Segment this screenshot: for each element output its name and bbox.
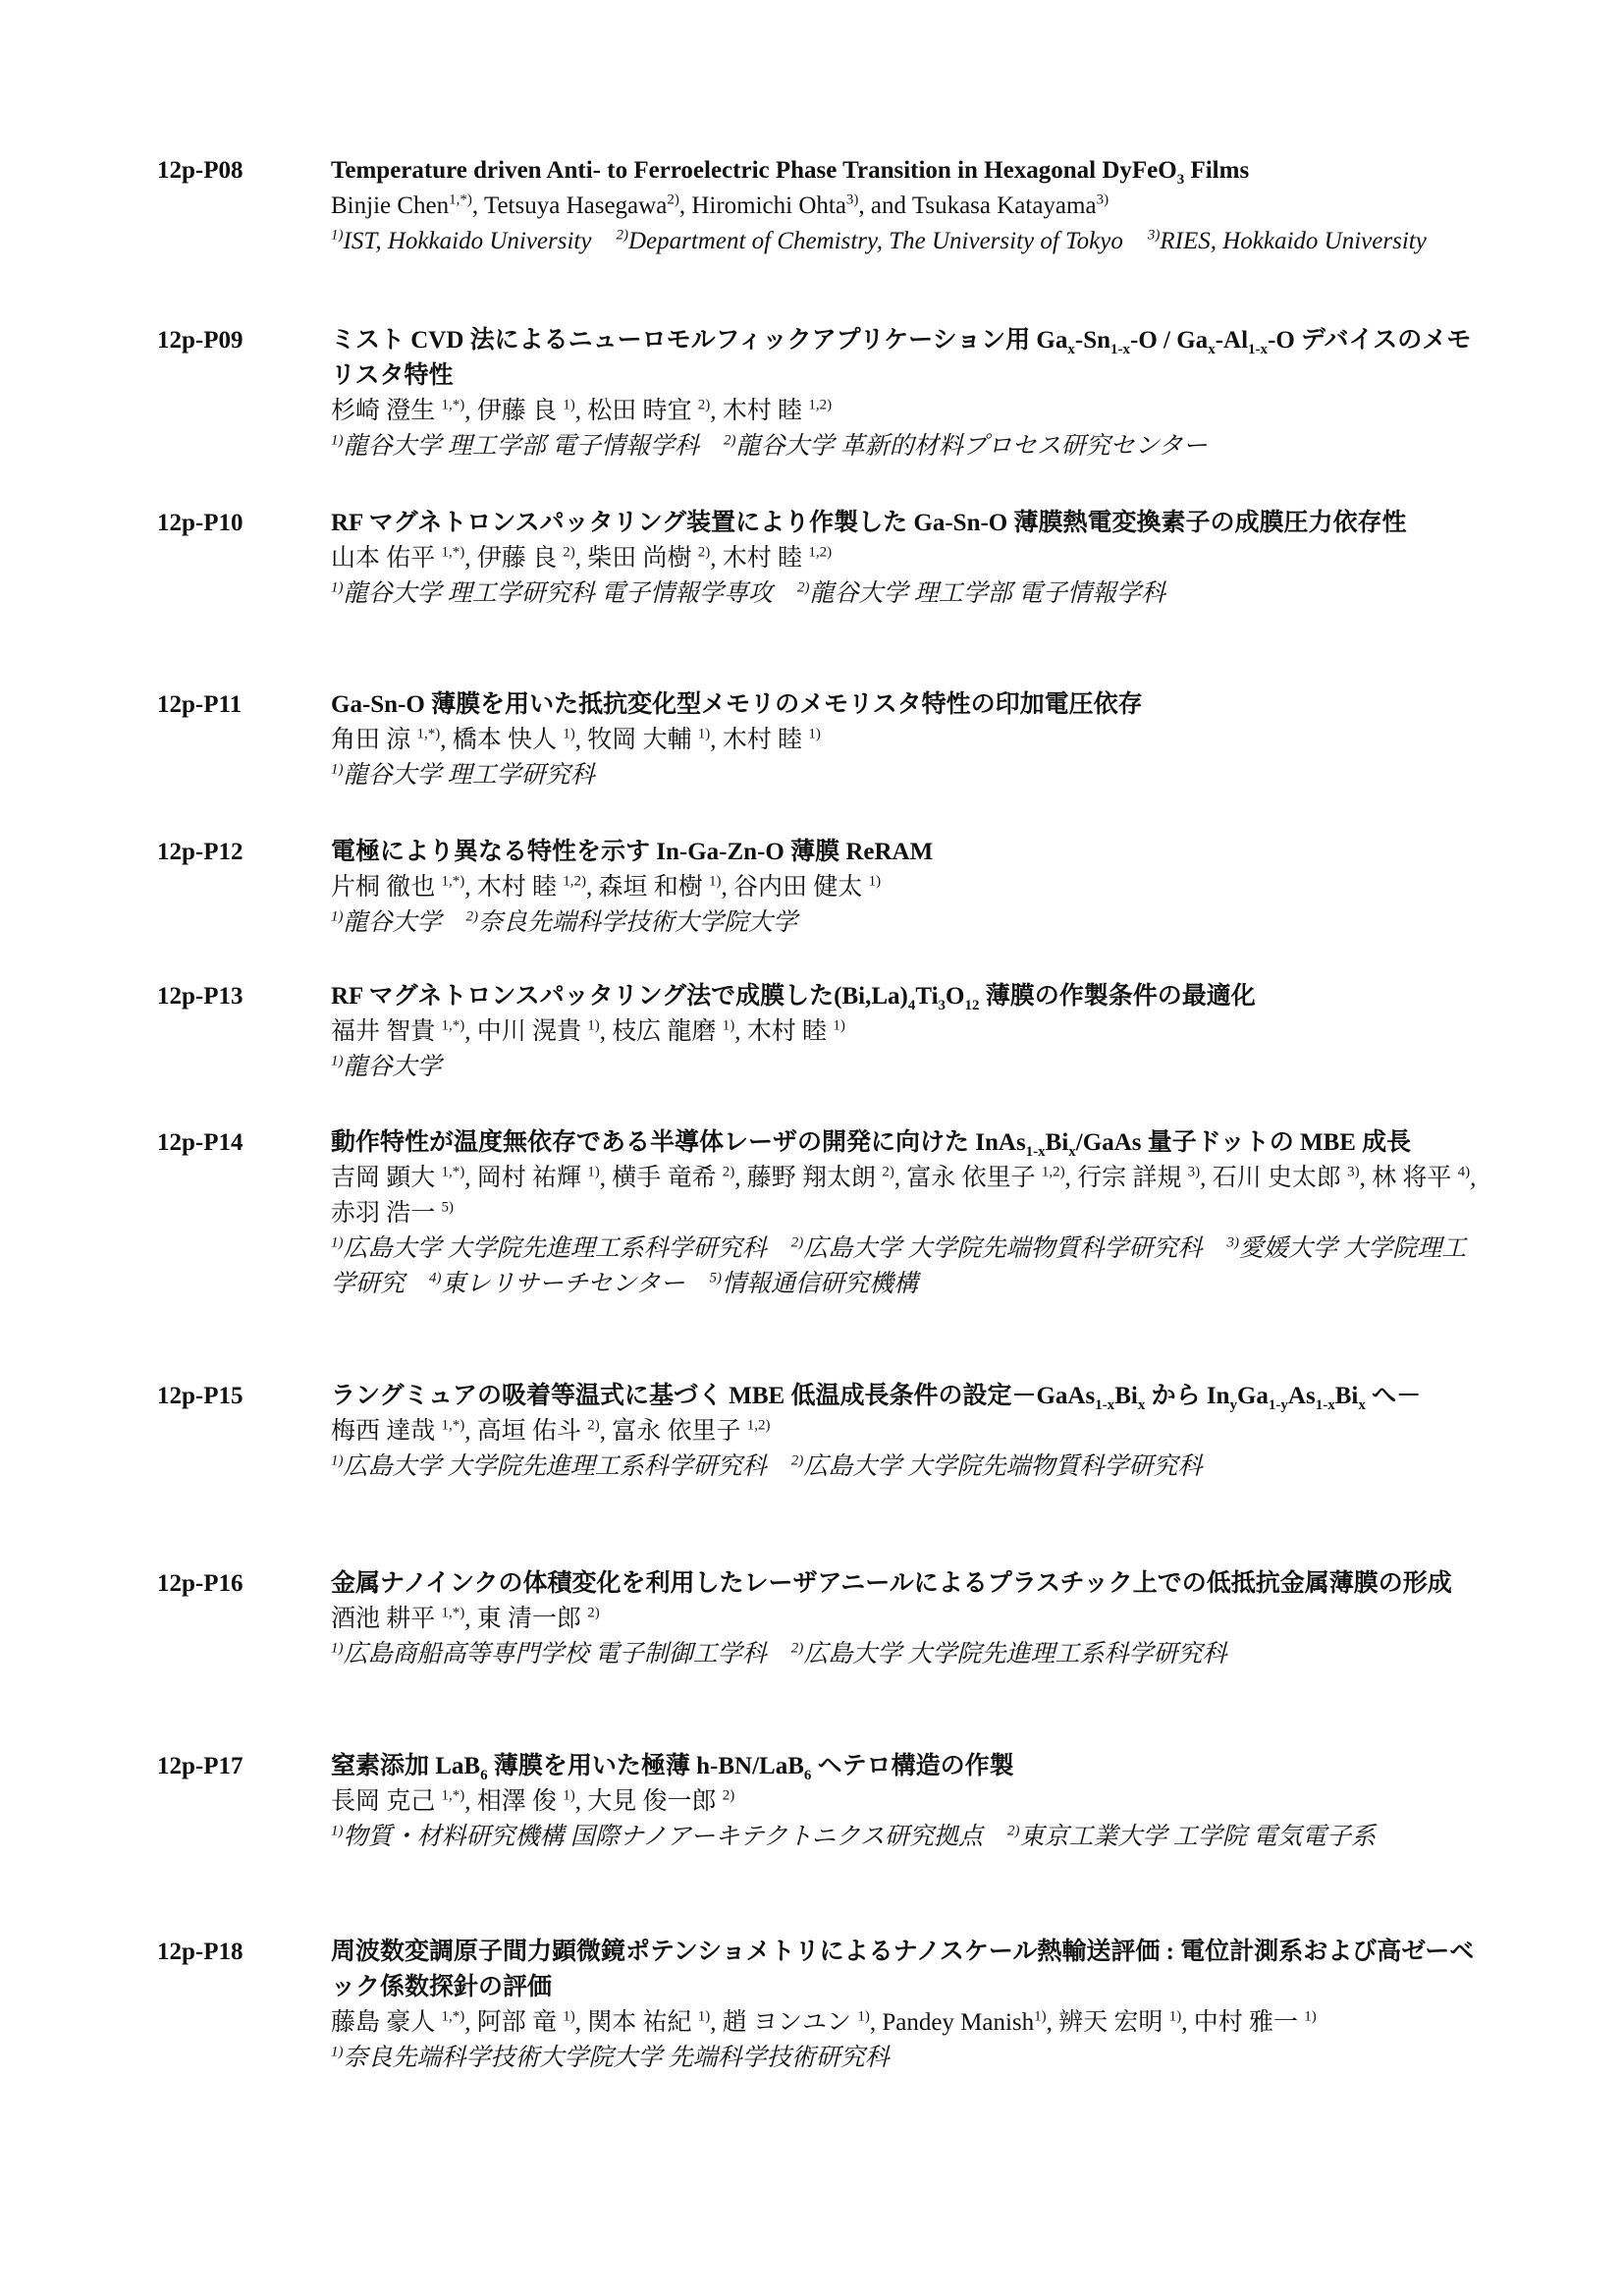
author-superscript: 2): [563, 544, 575, 561]
presentation-code: 12p-P17: [157, 1753, 243, 1779]
author-text: , 石川 史太郎: [1200, 1165, 1348, 1191]
author-text: , 伊藤 良: [464, 398, 564, 424]
affiliation-text: 龍谷大学 革新的材料プロセス研究センター: [735, 433, 1208, 460]
author-superscript: 1,2): [808, 397, 833, 413]
affiliation-text: 龍谷大学 理工学部 電子情報学科: [343, 433, 725, 460]
author-text: , 木村 睦: [710, 398, 809, 424]
title-text: 窒素添加 LaB: [331, 1753, 481, 1779]
entry-body: [331, 835, 1483, 941]
affiliation-superscript: 2): [797, 579, 810, 596]
affiliation-text: 情報通信研究機構: [722, 1271, 919, 1297]
author-superscript: 1,2): [746, 1417, 771, 1434]
author-text: , Pandey Manish: [869, 2009, 1035, 2036]
author-text: , 藤野 翔太朗: [734, 1165, 883, 1191]
paper-title: [331, 323, 1483, 394]
author-superscript: 1): [868, 873, 882, 890]
affiliation-text: 広島大学 大学院先端物質科学研究科: [803, 1453, 1203, 1480]
author-text: , 相澤 俊: [464, 1788, 564, 1815]
author-text: , 辨天 宏明: [1046, 2009, 1169, 2036]
title-text: Films: [1184, 157, 1250, 184]
affiliation-text: 広島大学 大学院先進理工系科学研究科: [343, 1235, 791, 1262]
paper-title: [331, 1935, 1483, 2005]
author-superscript: 3): [1187, 1164, 1201, 1180]
title-text: /GaAs 量子ドットの MBE 成長: [1075, 1129, 1412, 1156]
author-text: Binjie Chen: [331, 192, 450, 219]
author-text: , 阿部 竜: [464, 2009, 564, 2036]
affiliation-superscript: 1): [331, 1640, 344, 1657]
author-superscript: 1): [563, 726, 575, 742]
title-subscript: x: [1208, 342, 1216, 357]
author-superscript: 1): [563, 1787, 575, 1804]
author-superscript: 1,*): [441, 873, 465, 890]
author-superscript: 1): [808, 726, 821, 742]
author-superscript: 2): [587, 1605, 600, 1621]
author-superscript: 1,*): [441, 1017, 465, 1034]
presentation-code: 12p-P15: [157, 1383, 243, 1409]
affiliation-text: 東レリサーチセンター: [441, 1271, 710, 1297]
author-text: , 林 将平: [1359, 1165, 1458, 1191]
title-text: 薄膜を用いた極薄 h-BN/LaB: [487, 1753, 804, 1779]
entry-body: [331, 153, 1483, 259]
author-text: , 谷内田 健太: [721, 874, 869, 901]
author-superscript: 2): [667, 191, 679, 208]
title-text: -Al: [1215, 327, 1249, 354]
author-text: 酒池 耕平: [331, 1606, 442, 1632]
title-text: -O / Ga: [1130, 327, 1209, 354]
affiliation-text: 愛媛大学 大学院理工学研究: [331, 1235, 1467, 1297]
affiliation-superscript: 2): [790, 1452, 804, 1469]
title-text: Ga: [1236, 1383, 1269, 1409]
author-list: [331, 1784, 1483, 1820]
author-superscript: 1,*): [441, 1787, 465, 1804]
title-subscript: 1-x: [1248, 342, 1269, 357]
author-superscript: 1): [1304, 2008, 1317, 2025]
paper-title: [331, 687, 1483, 723]
presentation-code: 12p-P11: [157, 691, 243, 718]
title-text: RF マグネトロンスパッタリング装置により作製した Ga-Sn-O 薄膜熱電変換素子の成膜圧力依存性: [331, 510, 1407, 536]
author-superscript: 2): [882, 1164, 894, 1180]
affiliation-superscript: 3): [1147, 227, 1161, 244]
affiliation-superscript: 2): [465, 908, 479, 925]
title-subscript: 6: [480, 1768, 488, 1783]
affiliation-superscript: 2): [724, 432, 736, 449]
author-superscript: 1): [1034, 2008, 1047, 2025]
author-superscript: 1,2): [1041, 1164, 1065, 1180]
affiliation-superscript: 4): [429, 1270, 442, 1286]
paper-title: [331, 979, 1483, 1014]
author-text: , 木村 睦: [464, 874, 564, 901]
author-list: [331, 723, 1483, 758]
author-superscript: 3): [845, 191, 859, 208]
affiliation-text: Department of Chemistry, The University of Tokyo: [627, 228, 1148, 254]
presentation-code: 12p-P14: [157, 1129, 243, 1156]
affiliation-list: [331, 224, 1483, 259]
author-text: , Hiromichi Ohta: [678, 192, 846, 219]
title-text: RF マグネトロンスパッタリング法で成膜した(Bi,La): [331, 983, 908, 1010]
entry-body: [331, 1935, 1483, 2076]
affiliation-text: 龍谷大学: [343, 1054, 442, 1080]
title-text: Bi: [1334, 1383, 1359, 1409]
affiliation-text: 龍谷大学 理工学研究科: [343, 762, 595, 789]
author-superscript: 1): [697, 726, 711, 742]
presentation-code: 12p-P10: [157, 510, 243, 536]
affiliation-text: 広島大学 大学院先進理工系科学研究科: [803, 1641, 1227, 1667]
title-text: へ－: [1365, 1383, 1422, 1409]
affiliation-list: [331, 1050, 1483, 1085]
author-list: [331, 870, 1483, 905]
title-subscript: 1-x: [1315, 1397, 1335, 1413]
affiliation-superscript: 1): [331, 432, 344, 449]
title-subscript: 3: [1176, 172, 1185, 188]
title-subscript: 1-x: [1110, 342, 1131, 357]
author-text: , 伊藤 良: [464, 545, 564, 572]
author-text: 片桐 徹也: [331, 874, 442, 901]
affiliation-text: 奈良先端科学技術大学院大学 先端科学技術研究科: [343, 2045, 890, 2071]
title-subscript: x: [1358, 1397, 1366, 1413]
author-superscript: 1,*): [441, 544, 465, 561]
title-text: -O デバイスのメモリスタ特性: [331, 327, 1472, 389]
entry-body: [331, 1125, 1483, 1302]
author-superscript: 1): [857, 2008, 870, 2025]
author-text: , Tetsuya Hasegawa: [471, 192, 668, 219]
title-text: から In: [1145, 1383, 1230, 1409]
author-superscript: 2): [722, 1787, 735, 1804]
affiliation-text: 広島大学 大学院先進理工系科学研究科: [343, 1453, 791, 1480]
author-superscript: 1,*): [449, 191, 472, 208]
title-subscript: 1-x: [1095, 1397, 1115, 1413]
title-text: 周波数変調原子間力顕微鏡ポテンショメトリによるナノスケール熱輸送評価 : 電位計測系および高ゼーベック係数探針の評価: [331, 1939, 1475, 2000]
author-text: , 木村 睦: [710, 727, 809, 753]
author-text: , 柴田 尚樹: [574, 545, 698, 572]
author-superscript: 2): [697, 397, 711, 413]
affiliation-list: [331, 2041, 1483, 2076]
presentation-code: 12p-P18: [157, 1939, 243, 1965]
affiliation-list: [331, 1449, 1483, 1485]
affiliation-list: [331, 905, 1483, 941]
author-superscript: 1): [697, 2008, 711, 2025]
author-superscript: 1,*): [441, 1164, 465, 1180]
affiliation-text: 龍谷大学 理工学研究科 電子情報学専攻: [343, 580, 798, 607]
title-text: 電極により異なる特性を示す In-Ga-Zn-O 薄膜 ReRAM: [331, 839, 934, 865]
paper-title: [331, 1566, 1483, 1602]
title-text: ラングミュアの吸着等温式に基づく MBE 低温成長条件の設定－GaAs: [331, 1383, 1096, 1409]
author-superscript: 3): [1096, 191, 1109, 208]
affiliation-superscript: 2): [1007, 1823, 1020, 1839]
affiliation-text: 広島大学 大学院先端物質科学研究科: [803, 1235, 1227, 1262]
paper-title: [331, 153, 1483, 189]
affiliation-superscript: 1): [331, 908, 344, 925]
affiliation-text: 東京工業大学 工学院 電気電子系: [1019, 1824, 1377, 1850]
author-list: [331, 1014, 1483, 1050]
author-superscript: 2): [722, 1164, 735, 1180]
title-text: Temperature driven Anti- to Ferroelectric Phase Transition in Hexagonal DyFeO: [331, 157, 1177, 184]
author-superscript: 2): [697, 544, 711, 561]
paper-title: [331, 835, 1483, 870]
title-subscript: y: [1229, 1397, 1237, 1413]
author-superscript: 3): [1347, 1164, 1360, 1180]
affiliation-list: [331, 429, 1483, 465]
paper-title: [331, 1125, 1483, 1161]
paper-title: [331, 506, 1483, 541]
title-text: -Sn: [1074, 327, 1111, 354]
entry-body: [331, 979, 1483, 1085]
entry-body: [331, 1749, 1483, 1855]
author-superscript: 1,2): [563, 873, 587, 890]
author-text: , 富永 依里子: [893, 1165, 1042, 1191]
author-text: , 森垣 和樹: [586, 874, 710, 901]
presentation-code: 12p-P08: [157, 157, 243, 184]
author-text: , 木村 睦: [710, 545, 809, 572]
affiliation-text: RIES, Hokkaido University: [1160, 228, 1427, 254]
author-superscript: 1): [563, 397, 575, 413]
affiliation-superscript: 1): [331, 1823, 344, 1839]
author-text: , 横手 竜希: [599, 1165, 723, 1191]
author-text: , 枝広 龍磨: [599, 1018, 723, 1045]
affiliation-text: 広島商船高等専門学校 電子制御工学科: [343, 1641, 791, 1667]
paper-title: [331, 1749, 1483, 1784]
title-subscript: 1-x: [1025, 1144, 1046, 1160]
affiliation-superscript: 3): [1226, 1234, 1240, 1251]
title-subscript: 3: [938, 998, 947, 1013]
author-text: 杉崎 澄生: [331, 398, 442, 424]
affiliation-superscript: 1): [331, 2044, 344, 2060]
affiliation-superscript: 1): [331, 227, 344, 244]
affiliation-superscript: 1): [331, 1053, 344, 1069]
author-superscript: 4): [1457, 1164, 1471, 1180]
affiliation-list: [331, 1637, 1483, 1672]
affiliation-superscript: 1): [331, 1234, 344, 1251]
author-text: , 木村 睦: [734, 1018, 834, 1045]
author-text: 吉岡 顕大: [331, 1165, 442, 1191]
author-superscript: 1,*): [441, 2008, 465, 2025]
author-superscript: 1): [833, 1017, 845, 1034]
author-text: , 富永 依里子: [599, 1418, 747, 1445]
affiliation-superscript: 5): [709, 1270, 723, 1286]
author-list: [331, 2005, 1483, 2041]
author-list: [331, 541, 1483, 576]
author-list: [331, 1161, 1483, 1231]
title-subscript: x: [1068, 1144, 1076, 1160]
entry-body: [331, 1379, 1483, 1485]
author-text: , and Tsukasa Katayama: [858, 192, 1097, 219]
author-text: , 橋本 快人: [440, 727, 564, 753]
author-superscript: 1,*): [441, 1417, 465, 1434]
author-text: 角田 涼: [331, 727, 417, 753]
title-subscript: x: [1137, 1397, 1146, 1413]
entry-body: [331, 506, 1483, 612]
title-text: 薄膜の作製条件の最適化: [979, 983, 1256, 1010]
affiliation-text: 物質・材料研究機構 国際ナノアーキテクトニクス研究拠点: [343, 1824, 1008, 1850]
title-text: Ga-Sn-O 薄膜を用いた抵抗変化型メモリのメモリスタ特性の印加電圧依存: [331, 691, 1143, 718]
author-text: , 関本 祐紀: [574, 2009, 698, 2036]
author-superscript: 1,*): [441, 397, 465, 413]
author-text: 福井 智貴: [331, 1018, 442, 1045]
author-text: , 行宗 詳規: [1064, 1165, 1188, 1191]
author-text: , 中村 雅一: [1181, 2009, 1305, 2036]
author-list: [331, 1414, 1483, 1449]
affiliation-list: [331, 758, 1483, 793]
author-text: 長岡 克己: [331, 1788, 442, 1815]
author-text: , 赤羽 浩一: [331, 1165, 1483, 1227]
author-text: 藤島 豪人: [331, 2009, 442, 2036]
presentation-code: 12p-P16: [157, 1570, 243, 1597]
title-subscript: 12: [964, 998, 980, 1013]
title-text: ミスト CVD 法によるニューロモルフィックアプリケーション用 Ga: [331, 327, 1068, 354]
author-superscript: 1): [1168, 2008, 1182, 2025]
title-text: 金属ナノインクの体積変化を利用したレーザアニールによるプラスチック上での低抵抗金属薄膜の形成: [331, 1570, 1452, 1597]
author-text: , 中川 滉貴: [464, 1018, 588, 1045]
affiliation-text: 龍谷大学: [343, 909, 466, 936]
author-text: , 牧岡 大輔: [574, 727, 698, 753]
author-superscript: 1): [722, 1017, 735, 1034]
affiliation-list: [331, 576, 1483, 612]
presentation-code: 12p-P13: [157, 983, 243, 1010]
affiliation-text: IST, Hokkaido University: [343, 228, 617, 254]
paper-title: [331, 1379, 1483, 1414]
entry-body: [331, 323, 1483, 465]
affiliation-superscript: 1): [331, 579, 344, 596]
author-text: , 松田 時宜: [574, 398, 698, 424]
author-superscript: 1): [587, 1017, 600, 1034]
author-superscript: 1): [563, 2008, 575, 2025]
author-list: [331, 394, 1483, 429]
author-superscript: 5): [441, 1199, 455, 1216]
author-text: , 岡村 祐輝: [464, 1165, 588, 1191]
affiliation-list: [331, 1820, 1483, 1855]
author-text: 山本 佑平: [331, 545, 442, 572]
title-text: Ti: [915, 983, 939, 1010]
author-superscript: 1,*): [416, 726, 441, 742]
entry-body: [331, 1566, 1483, 1672]
entry-body: [331, 687, 1483, 793]
title-text: As: [1287, 1383, 1316, 1409]
affiliation-superscript: 1): [331, 1452, 344, 1469]
author-list: [331, 1602, 1483, 1637]
title-text: Bi: [1045, 1129, 1069, 1156]
title-text: Bi: [1114, 1383, 1138, 1409]
title-text: 動作特性が温度無依存である半導体レーザの開発に向けた InAs: [331, 1129, 1026, 1156]
author-superscript: 1): [587, 1164, 600, 1180]
author-text: 梅西 達哉: [331, 1418, 442, 1445]
affiliation-text: 龍谷大学 理工学部 電子情報学科: [809, 580, 1166, 607]
author-text: , 東 清一郎: [464, 1606, 588, 1632]
author-list: [331, 189, 1483, 224]
author-superscript: 1,*): [441, 1605, 465, 1621]
title-text: ヘテロ構造の作製: [811, 1753, 1014, 1779]
affiliation-superscript: 2): [616, 227, 628, 244]
affiliation-list: [331, 1231, 1483, 1302]
title-text: O: [946, 983, 965, 1010]
author-superscript: 2): [587, 1417, 600, 1434]
author-superscript: 1): [709, 873, 722, 890]
title-subscript: x: [1067, 342, 1075, 357]
affiliation-superscript: 2): [790, 1640, 804, 1657]
affiliation-superscript: 1): [331, 761, 344, 778]
author-superscript: 1,2): [808, 544, 833, 561]
presentation-code: 12p-P12: [157, 839, 243, 865]
title-subscript: 1-y: [1268, 1397, 1288, 1413]
title-subscript: 6: [803, 1768, 812, 1783]
affiliation-superscript: 2): [790, 1234, 804, 1251]
author-text: , 高垣 佑斗: [464, 1418, 588, 1445]
presentation-code: 12p-P09: [157, 327, 243, 354]
affiliation-text: 奈良先端科学技術大学院大学: [478, 909, 798, 936]
author-text: , 趙 ヨンユン: [710, 2009, 858, 2036]
title-subscript: 4: [907, 998, 916, 1013]
author-text: , 大見 俊一郎: [574, 1788, 723, 1815]
